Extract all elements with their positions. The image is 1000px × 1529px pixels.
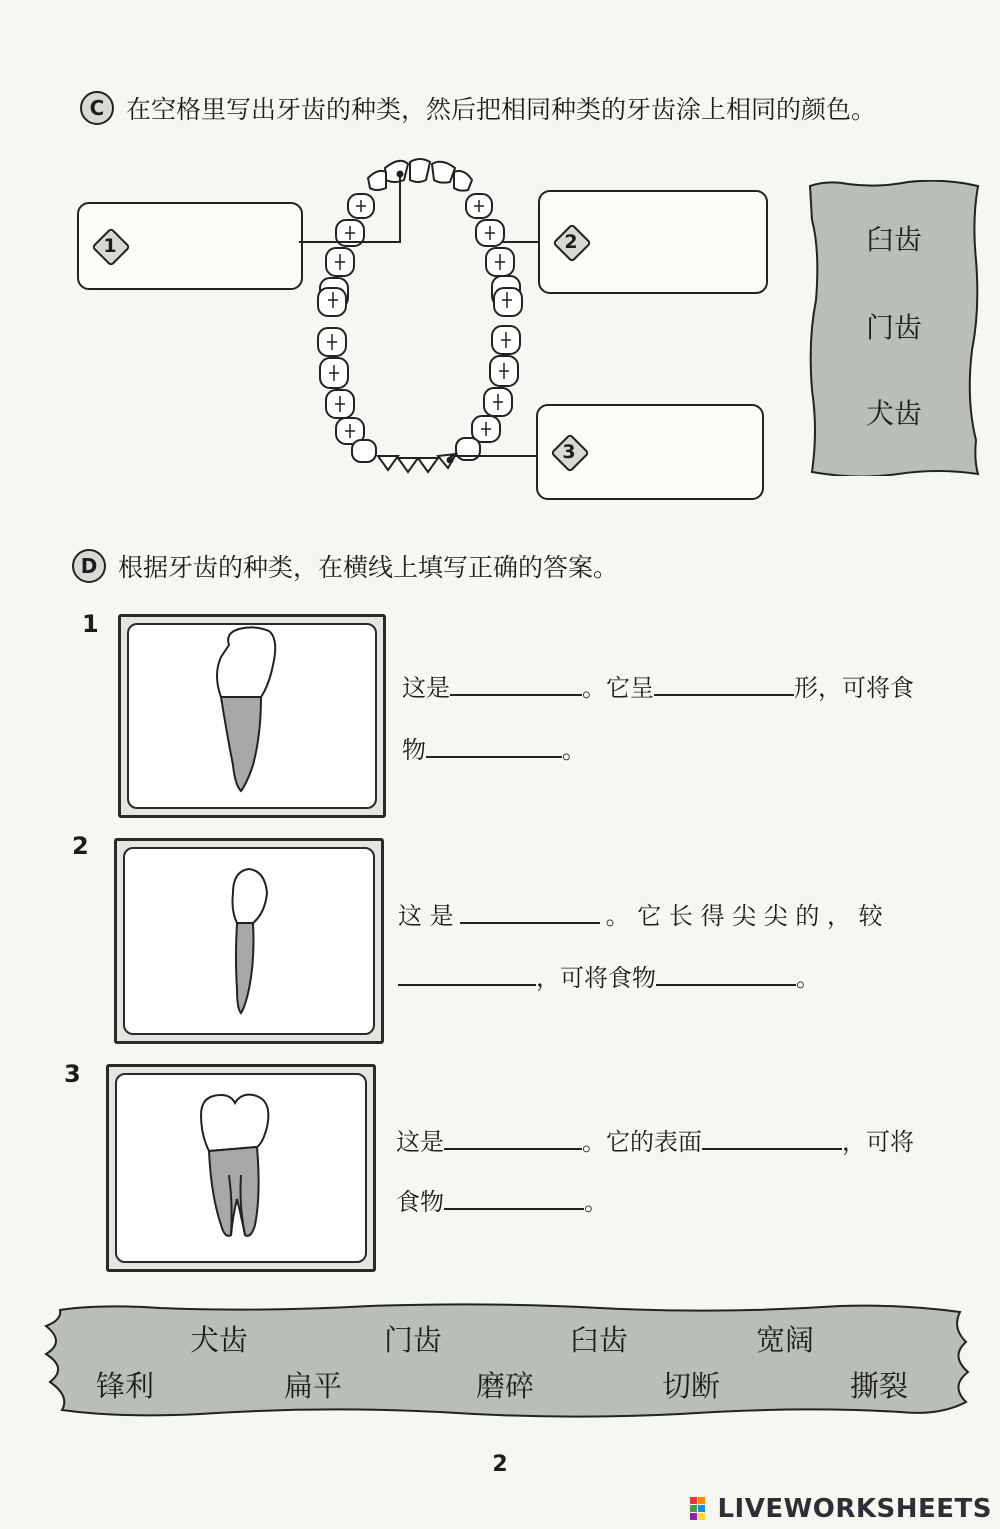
word-bank-c <box>808 180 980 476</box>
word-bank-c-item: 臼齿 <box>865 223 922 256</box>
section-d-instruction: 根据牙齿的种类，在横线上填写正确的答案。 <box>118 553 619 582</box>
answer-blank[interactable] <box>398 960 536 986</box>
word-bank-d-item: 臼齿 <box>570 1323 629 1357</box>
word-bank-d-item: 宽阔 <box>756 1323 815 1357</box>
word-bank-d-item: 切断 <box>662 1369 721 1403</box>
word-bank-d-item: 磨碎 <box>476 1369 535 1403</box>
word-bank-d-item: 门齿 <box>384 1323 443 1357</box>
question-1-line-2: 物 。 <box>402 730 586 765</box>
liveworksheets-logo-text: LIVEWORKSHEETS <box>717 1494 992 1524</box>
answer-blank[interactable] <box>654 670 794 696</box>
tooth-image-frame <box>114 838 384 1044</box>
answer-blank[interactable] <box>426 732 562 758</box>
section-d-heading <box>72 548 618 584</box>
number-badge-2: 2 <box>554 225 588 259</box>
liveworksheets-logo[interactable] <box>689 1494 992 1524</box>
canine-tooth-image <box>125 849 371 1031</box>
section-d-letter: D <box>72 549 106 583</box>
page-number: 2 <box>492 1452 508 1477</box>
answer-blank[interactable] <box>460 898 600 924</box>
question-number: 3 <box>64 1060 81 1088</box>
answer-blank[interactable] <box>450 670 582 696</box>
question-2-line-1: 这 是 。 它 长 得 尖 尖 的 ， 较 <box>398 896 883 931</box>
answer-blank[interactable] <box>656 960 796 986</box>
word-bank-d <box>40 1302 970 1420</box>
liveworksheets-icon <box>689 1496 715 1522</box>
incisor-tooth-image <box>129 625 373 805</box>
number-badge-3: 3 <box>552 435 586 469</box>
word-bank-c-item: 犬齿 <box>865 397 922 430</box>
word-bank-d-item: 犬齿 <box>190 1323 249 1357</box>
word-bank-c-item: 门齿 <box>865 311 922 344</box>
question-1-line-1: 这是 。它呈 形，可将食 <box>402 668 914 703</box>
word-bank-d-item: 撕裂 <box>850 1369 909 1403</box>
word-bank-d-item: 扁平 <box>284 1369 343 1403</box>
tooth-image-frame <box>118 614 386 818</box>
word-bank-d-item: 锋利 <box>96 1369 155 1403</box>
answer-blank[interactable] <box>444 1124 582 1150</box>
molar-tooth-image <box>117 1075 363 1259</box>
question-3-line-2: 食物 。 <box>396 1182 608 1217</box>
section-c-instruction: 在空格里写出牙齿的种类，然后把相同种类的牙齿涂上相同的颜色。 <box>126 95 877 124</box>
question-3-line-1: 这是 。它的表面 ，可将 <box>396 1122 914 1157</box>
answer-blank[interactable] <box>702 1124 842 1150</box>
question-2-line-2: ，可将食物 。 <box>398 958 820 993</box>
question-number: 1 <box>82 610 99 638</box>
tooth-image-frame <box>106 1064 376 1272</box>
section-c-letter: C <box>80 91 114 125</box>
question-number: 2 <box>72 832 89 860</box>
answer-blank[interactable] <box>444 1184 584 1210</box>
number-badge-1: 1 <box>93 229 127 263</box>
